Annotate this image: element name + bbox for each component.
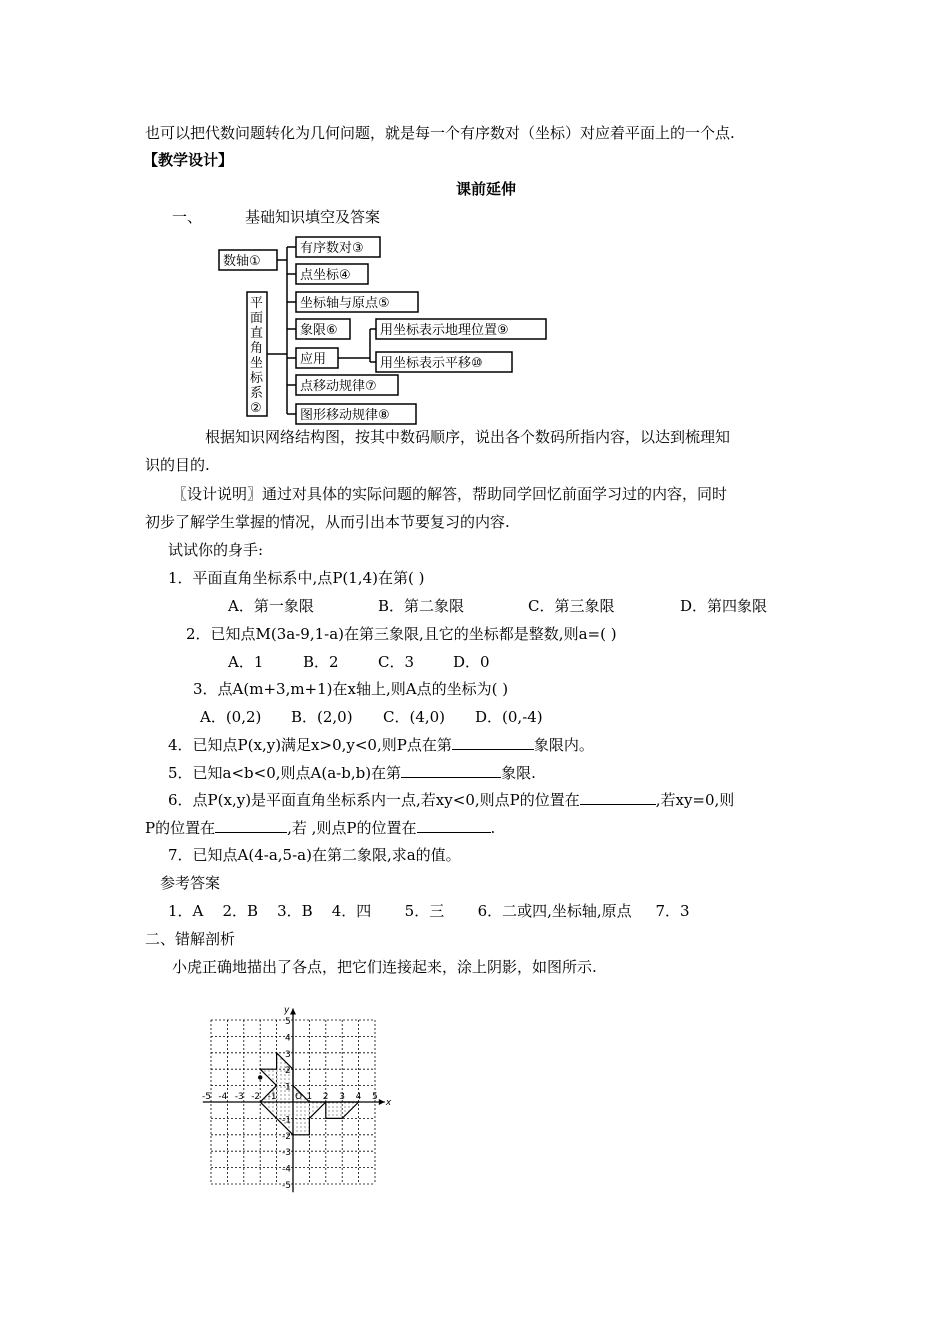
diagram-app-1: 用坐标表示平移⑩ xyxy=(380,356,483,371)
diagram-pm-2: 直 xyxy=(250,326,264,341)
diagram-pm-6: 系 xyxy=(250,386,264,401)
question-6-line2 xyxy=(145,818,495,837)
q5-text-b: 象限. xyxy=(501,764,536,782)
q3-option-a: A．(0,2) xyxy=(200,708,262,726)
para1-line1: 根据知识网络结构图，按其中数码顺序，说出各个数码所指内容，以达到梳理知 xyxy=(205,428,731,446)
y-tick-label: -1 xyxy=(282,1115,291,1126)
question-3: 3．点A(m+3,m+1)在x轴上,则A点的坐标为( ) xyxy=(193,680,509,698)
x-tick-label: 4 xyxy=(355,1092,362,1102)
center-title: 课前延伸 xyxy=(456,180,517,198)
q2-option-c: C．3 xyxy=(378,653,415,671)
x-tick-label: 1 xyxy=(306,1092,313,1102)
q1-option-a: A．第一象限 xyxy=(228,597,314,615)
knowledge-diagram xyxy=(210,232,560,432)
q2-option-d: D．0 xyxy=(453,653,490,671)
diagram-pm-4: 坐 xyxy=(250,356,264,371)
q5-blank[interactable] xyxy=(401,763,501,778)
diagram-pm-0: 平 xyxy=(250,296,264,311)
diagram-branch-4: 应用 xyxy=(300,352,327,367)
y-tick-label: 1 xyxy=(285,1082,291,1093)
x-tick-label: 5 xyxy=(372,1092,378,1102)
part1-title: 基础知识填空及答案 xyxy=(245,208,381,226)
y-tick-label: 2 xyxy=(285,1066,291,1077)
x-axis-arrow xyxy=(379,1099,385,1105)
diagram-branch-0: 有序数对③ xyxy=(300,241,364,256)
question-4 xyxy=(168,735,594,754)
q1-option-b: B．第二象限 xyxy=(378,597,465,615)
q4-text-b: 象限内。 xyxy=(533,736,594,754)
y-axis-arrow xyxy=(290,1009,296,1015)
y-tick-label: -5 xyxy=(282,1181,291,1191)
diagram-pm-5: 标 xyxy=(250,371,264,386)
diagram-app-0: 用坐标表示地理位置⑨ xyxy=(380,323,509,338)
q5-text-a: 5．已知a<b<0,则点A(a-b,b)在第 xyxy=(168,764,402,782)
q6-text-a: 6．点P(x,y)是平面直角坐标系内一点,若xy<0,则点P的位置在 xyxy=(168,791,580,809)
question-7: 7．已知点A(4-a,5-a)在第二象限,求a的值。 xyxy=(168,846,461,864)
eye-dot xyxy=(258,1075,262,1079)
para1-line2: 识的目的. xyxy=(145,456,210,474)
origin-label: O xyxy=(295,1092,303,1102)
q3-option-b: B．(2,0) xyxy=(291,708,353,726)
q4-blank[interactable] xyxy=(452,735,534,750)
x-tick-label: 2 xyxy=(322,1092,329,1102)
q6-text-d: ,若 ,则点P的位置在 xyxy=(287,819,417,837)
x-tick-label: -1 xyxy=(267,1092,277,1102)
y-tick-label: -3 xyxy=(282,1148,291,1159)
para2-line2: 初步了解学生掌握的情况，从而引出本节要复习的内容. xyxy=(145,513,510,531)
q2-option-a: A．1 xyxy=(228,653,264,671)
section-heading: 【教学设计】 xyxy=(143,151,234,169)
q6-blank-3[interactable] xyxy=(417,818,491,833)
q6-text-e: . xyxy=(490,819,496,837)
x-tick-label: -5 xyxy=(202,1092,211,1102)
x-tick-label: -2 xyxy=(251,1092,261,1102)
diagram-shuzhou: 数轴① xyxy=(223,254,261,269)
q6-blank-2[interactable] xyxy=(215,818,287,833)
q1-option-c: C．第三象限 xyxy=(528,597,615,615)
y-tick-label: -4 xyxy=(282,1164,291,1175)
question-6-line1 xyxy=(168,790,734,809)
part2-heading: 二、错解剖析 xyxy=(145,930,236,948)
diagram-pm-3: 角 xyxy=(250,341,264,356)
answer-title: 参考答案 xyxy=(160,874,221,892)
para2-line1: 〖设计说明〗通过对具体的实际问题的解答，帮助同学回忆前面学习过的内容，同时 xyxy=(172,485,728,503)
q3-option-d: D．(0,-4) xyxy=(475,708,543,726)
diagram-pm-7: ② xyxy=(250,401,262,416)
diagram-branch-5: 点移动规律⑦ xyxy=(300,379,377,394)
part1-num: 一、 xyxy=(172,208,203,226)
question-2: 2．已知点M(3a-9,1-a)在第三象限,且它的坐标都是整数,则a=( ) xyxy=(186,625,617,643)
q1-option-d: D．第四象限 xyxy=(680,597,768,615)
q2-option-b: B．2 xyxy=(303,653,339,671)
q6-text-b: ,若xy=0,则 xyxy=(655,791,735,809)
coordinate-graph xyxy=(195,985,400,1195)
diagram-branch-1: 点坐标④ xyxy=(300,268,351,283)
try-title: 试试你的身手: xyxy=(168,541,264,559)
question-1: 1．平面直角坐标系中,点P(1,4)在第( ) xyxy=(168,569,425,587)
part2-text: 小虎正确地描出了各点，把它们连接起来，涂上阴影，如图所示. xyxy=(172,958,597,976)
intro-line: 也可以把代数问题转化为几何问题，就是每一个有序数对（坐标）对应着平面上的一个点. xyxy=(145,124,735,142)
q3-option-c: C．(4,0) xyxy=(383,708,446,726)
y-tick-label: 5 xyxy=(285,1017,291,1027)
diagram-branch-3: 象限⑥ xyxy=(300,323,338,338)
q4-text-a: 4．已知点P(x,y)满足x>0,y<0,则P点在第 xyxy=(168,736,452,754)
q6-blank-1[interactable] xyxy=(580,790,656,805)
answer-list: 1．A 2．B 3．B 4．四 5．三 6．二或四,坐标轴,原点 7．3 xyxy=(168,902,690,920)
diagram-branch-2: 坐标轴与原点⑤ xyxy=(300,296,390,311)
y-tick-label: 3 xyxy=(285,1049,291,1060)
diagram-branch-6: 图形移动规律⑧ xyxy=(300,408,390,423)
question-5 xyxy=(168,763,536,782)
y-axis-label: y xyxy=(284,1005,290,1016)
q6-text-c: P的位置在 xyxy=(145,819,216,837)
y-tick-label: 4 xyxy=(285,1033,291,1044)
x-tick-label: -3 xyxy=(234,1092,244,1102)
x-axis-label: x xyxy=(385,1098,392,1108)
x-tick-label: -4 xyxy=(218,1092,228,1102)
diagram-pm-1: 面 xyxy=(250,311,264,326)
x-tick-label: 3 xyxy=(339,1092,345,1102)
y-tick-label: -2 xyxy=(282,1131,291,1142)
